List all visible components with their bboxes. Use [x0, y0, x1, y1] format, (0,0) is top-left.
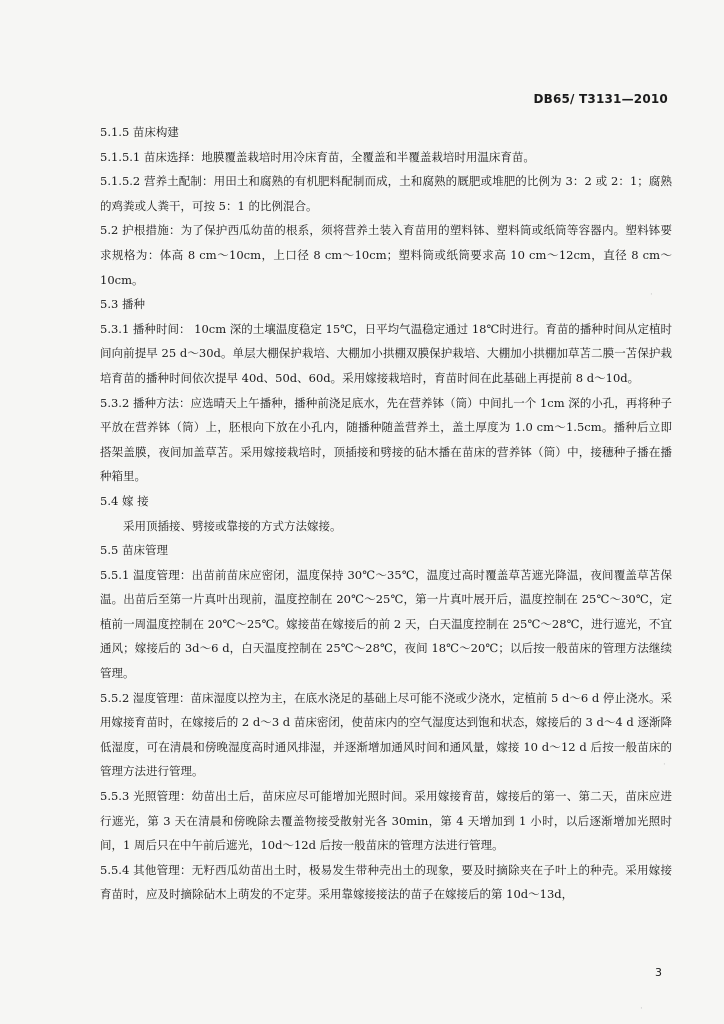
paragraph: 5.3.2 播种方法：应选晴天上午播种，播种前浇足底水，先在营养钵（筒）中间扎一个 1cm 深的小孔，再将种子平放在营养钵（筒）上，胚根向下放在小孔内，随播种随盖营养土，盖土厚度为 1.0 cm～1.5cm。播种后立即搭架盖膜，夜间加盖草苫。采用嫁接栽培时，顶插接和劈接的砧木播在苗床的营养钵（筒）中，接穗种子播在播种箱里。 [100, 395, 672, 484]
paragraph: 5.1.5.2 营养土配制：用田土和腐熟的有机肥料配制而成，土和腐熟的厩肥或堆肥的比例为 3：2 或 2：1；腐熟的鸡粪或人粪干，可按 5：1 的比例混合。 [100, 174, 672, 213]
scan-speck: · [650, 290, 653, 300]
paragraph: 5.5.4 其他管理：无籽西瓜幼苗出土时，极易发生带种壳出土的现象，要及时摘除夹在子叶上的种壳。采用嫁接育苗时，应及时摘除砧木上萌发的不定芽。采用靠嫁接接法的苗子在嫁接后的第 10d～13d， [100, 862, 672, 902]
paragraph: 5.5.2 湿度管理：苗床湿度以控为主，在底水浇足的基础上尽可能不浇或少浇水，定植前 5 d～6 d 停止浇水。采用嫁接育苗时，在嫁接后的 2 d～3 d 苗床密闭，使苗床内的空气湿度达到饱和状态，嫁接后的 3 d～4 d 逐渐降低湿度，可在清晨和傍晚湿度高时通风排湿，并逐渐增加通风时间和通风量，嫁接 10 d～12 d 后按一般苗床的管理方法进行管理。 [100, 690, 672, 779]
section-heading: 5.5 苗床管理 [100, 543, 168, 558]
paragraph: 5.3.1 播种时间： 10cm 深的土壤温度稳定 15℃，日平均气温稳定通过 18℃时进行。育苗的播种时间从定植时间向前提早 25 d～30d。单层大棚保护栽培、大棚加小拱棚双膜保护栽培、大棚加小拱棚加草苫二膜一苫保护栽培育苗的播种时间依次提早 40d、50d、60d。采用嫁接栽培时，育苗时间在此基础上再提前 8 d～10d。 [100, 321, 672, 385]
paragraph: 5.2 护根措施：为了保护西瓜幼苗的根系，须将营养土装入育苗用的塑料钵、塑料筒或纸筒等容器内。塑料钵要求规格为：体高 8 cm～10cm，上口径 8 cm～10cm；塑料筒或纸筒要求高 10 cm～12cm，直径 8 cm～10cm。 [100, 223, 672, 287]
section-heading: 5.4 嫁 接 [100, 493, 149, 508]
document-body [100, 120, 672, 907]
paragraph: 5.1.5.1 苗床选择：地膜覆盖栽培时用冷床育苗，全覆盖和半覆盖栽培时用温床育苗。 [100, 149, 535, 164]
standard-code: DB65/ T3131—2010 [533, 92, 668, 106]
section-heading: 5.1.5 苗床构建 [100, 125, 179, 139]
section-heading: 5.3 播种 [100, 297, 145, 312]
paragraph: 采用顶插接、劈接或靠接的方式方法嫁接。 [123, 518, 342, 533]
page-number: 3 [655, 966, 662, 979]
scan-speck: · [640, 1004, 643, 1014]
scan-speck: · [663, 760, 666, 770]
paragraph: 5.5.1 温度管理：出苗前苗床应密闭，温度保持 30℃～35℃，温度过高时覆盖草苫遮光降温，夜间覆盖草苫保温。出苗后至第一片真叶出现前，温度控制在 20℃～25℃，第一片真叶展开后，温度控制在 25℃～30℃，定植前一周温度控制在 20℃～25℃。嫁接苗在嫁接后的前 2 天，白天温度控制在 25℃～28℃，进行遮光，不宜通风；嫁接后的 3d～6 d，白天温度控制在 25℃～28℃，夜间 18℃～20℃；以后按一般苗床的管理方法继续管理。 [100, 567, 672, 681]
paragraph: 5.5.3 光照管理：幼苗出土后，苗床应尽可能增加光照时间。采用嫁接育苗，嫁接后的第一、第二天，苗床应进行遮光，第 3 天在清晨和傍晚除去覆盖物接受散射光各 30min，第 4 天增加到 1 小时，以后逐渐增加光照时间，1 周后只在中午前后遮光，10d～12d 后按一般苗床的管理方法进行管理。 [100, 789, 672, 853]
